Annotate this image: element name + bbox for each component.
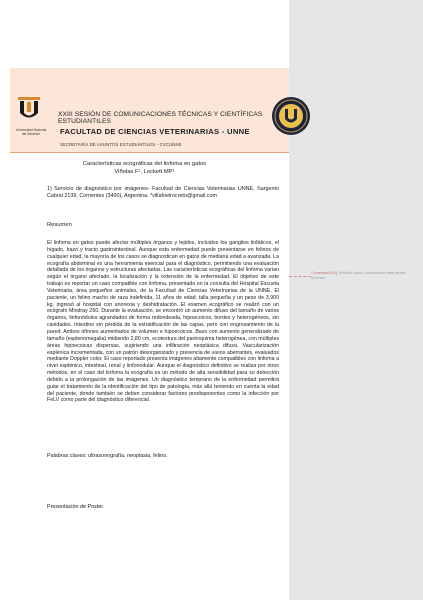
paper-title: Características ecográficas del linfoma en gatos: [82, 161, 207, 167]
comment-text: Modificá cómo, considerando este párrafo al revisar: [311, 271, 406, 280]
university-name-line2: del Nordeste: [21, 132, 41, 136]
unne-logo: [16, 96, 42, 126]
secretary-name: SECRETARÍA DE ASUNTOS ESTUDIANTILES - CVCUNNE: [60, 142, 182, 147]
faculty-seal-logo: [271, 96, 311, 136]
faculty-name: FACULTAD DE CIENCIAS VETERINARIAS - UNNE: [60, 127, 250, 136]
session-title: XXIII SESIÓN DE COMUNICACIONES TÉCNICAS Y CIENTÍFICAS ESTUDIANTILES: [58, 111, 263, 125]
abstract-heading: Resumen: [47, 222, 72, 228]
university-name-line1: Universidad Nacional: [15, 128, 47, 132]
comment-author: Comentado [V1]:: [311, 271, 338, 275]
comment-connector: [289, 276, 311, 277]
paper-authors: Viñolas F¹, Lockett MP¹: [114, 168, 175, 175]
presentation-type: Presentación de Poster.: [47, 504, 105, 510]
review-comment[interactable]: [311, 271, 407, 281]
affiliation: 1) Servicio de diagnóstico por imágenes- Facultad de Ciencias Veterinarias UNNE, Sargento Cabral 2139, Corrientes (3400), Argentina. *villafoelrocreto@gmail.com: [47, 186, 279, 199]
abstract-body: El linfoma en gatos puede afectar múltiples órganos y tejidos, incluidos los ganglios linfáticos, el hígado, bazo y tracto gastrointestinal. Aunque esta enfermedad puede presentarse en felinos de cualquier edad, la mayoría de los casos se diagnostican en gatos de mediana edad a avanzada. La ecografía abdominal es una herramienta esencial para el diagnóstico, permitiendo una evaluación detallada de los órganos y estructuras afectadas. Las características ecográficas del linfoma varían según el órgano afectado, la localización y la extensión de la enfermedad. El objetivo de este trabajo es reportar un caso compatible con linfoma, presentado en la consulta del Hospital Escuela Veterinaria, área pequeños animales, de la Facultad de Ciencias Veterinarias de la UNNE. El paciente, un felino macho de raza indefinida, 11 años de edad, talla pequeña y un peso de 3,900 kg, ingresó al hospital con anorexia y deshidratación. El examen ecográfico se realizó con un ecógrafo Mindray Z60. Durante la evaluación, se encontró un aumento difuso del tamaño de varios órganos, linfonódulos agrandados de forma redondeada, hipoecoicos, bordes y heterogéneos, sin cavidades. Intestino sin pérdida de la estratificación de las capas, pero con engrosamiento de la pared. Ambos riñones aumentados de volumen e hipoecoicos. Bazo con aumento generalizado de tamaño (esplenomegalia) midiendo 2,80 cm, ecotextura del parénquima heterogénea, con múltiples áreas hipoecoicas dispersas, sugiriendo una infiltración neoplásica difusa. Vascularización esplénica incrementada, con un patrón desorganizado y presencia de vasos aberrantes, evaluados mediante Doppler color. El caso reportado presenta imágenes altamente compatibles con linfoma a nivel esplénico, intestinal, renal y linfonodular. Aunque el diagnóstico definitivo se realiza por otros métodos, en el caso del linfoma la ecografía es un método de alta sensibilidad para su detección debido a la prolongación de las imágenes. Un diagnóstico temprano de la enfermedad permitirá guiar el tratamiento de la identificación del tipo de patología, más allá teniendo en cuenta la edad del paciente, donde también se deben considerar factores predisponentes como la infección por FeLV como parte del diagnóstico diferencial.: [47, 240, 279, 404]
keywords: Palabras claves: ultrasonografía, neoplasia, felino.: [47, 453, 168, 459]
paper-title-block: [20, 161, 269, 176]
university-name: [8, 128, 54, 136]
